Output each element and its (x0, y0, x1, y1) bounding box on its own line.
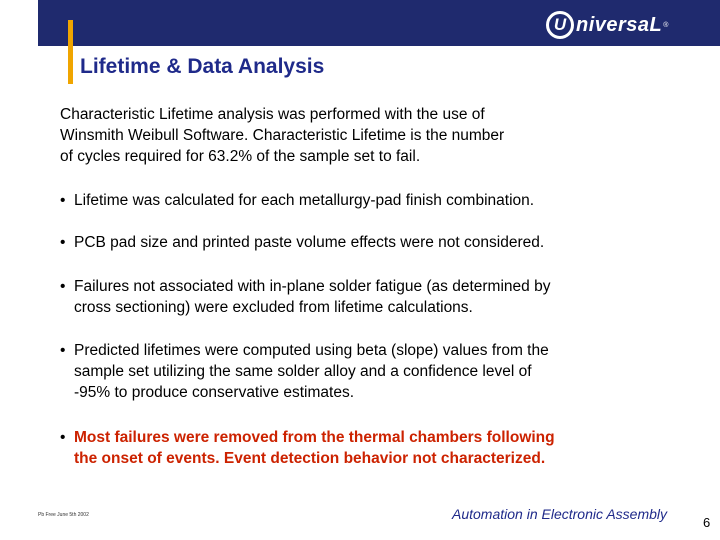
bullet-icon: • (60, 342, 66, 359)
bullet-text: Most failures were removed from the thermal chambers following the onset of events. Event detection behavior not characterized. (74, 429, 555, 467)
intro-line: Winsmith Weibull Software. Characteristic Lifetime is the number (60, 127, 505, 144)
page-number: 6 (703, 515, 711, 530)
bullet-item (60, 232, 544, 253)
bullet-item (60, 276, 550, 318)
accent-bar (68, 20, 73, 84)
bullet-text: Predicted lifetimes were computed using beta (slope) values from the sample set utilizing the same solder alloy and a confidence level of -95% to produce conservative estimates. (74, 342, 549, 401)
intro-paragraph (60, 104, 600, 167)
logo-registered-mark: ® (663, 21, 669, 29)
bullet-icon: • (60, 278, 66, 295)
footer-tagline: Automation in Electronic Assembly (452, 506, 668, 522)
bullet-text: PCB pad size and printed paste volume effects were not considered. (74, 234, 545, 251)
bullet-icon: • (60, 192, 66, 209)
slide-title: Lifetime & Data Analysis (80, 55, 325, 78)
logo-text: niversaL (576, 13, 663, 36)
bullet-icon: • (60, 429, 66, 446)
bullet-text: Failures not associated with in-plane solder fatigue (as determined by cross sectioning) were excluded from lifetime calculations. (74, 278, 551, 316)
intro-line: of cycles required for 63.2% of the sample set to fail. (60, 148, 421, 165)
intro-line: Characteristic Lifetime analysis was performed with the use of (60, 106, 485, 123)
logo-mark-icon: U (546, 11, 574, 39)
bullet-icon: • (60, 234, 66, 251)
bullet-text: Lifetime was calculated for each metallurgy-pad finish combination. (74, 192, 535, 209)
bullet-item (60, 190, 534, 211)
universal-logo (546, 8, 668, 42)
footer-date: Pb Free June 5th 2002 (38, 512, 89, 518)
bullet-item-highlight (60, 427, 555, 469)
bullet-item (60, 340, 549, 403)
